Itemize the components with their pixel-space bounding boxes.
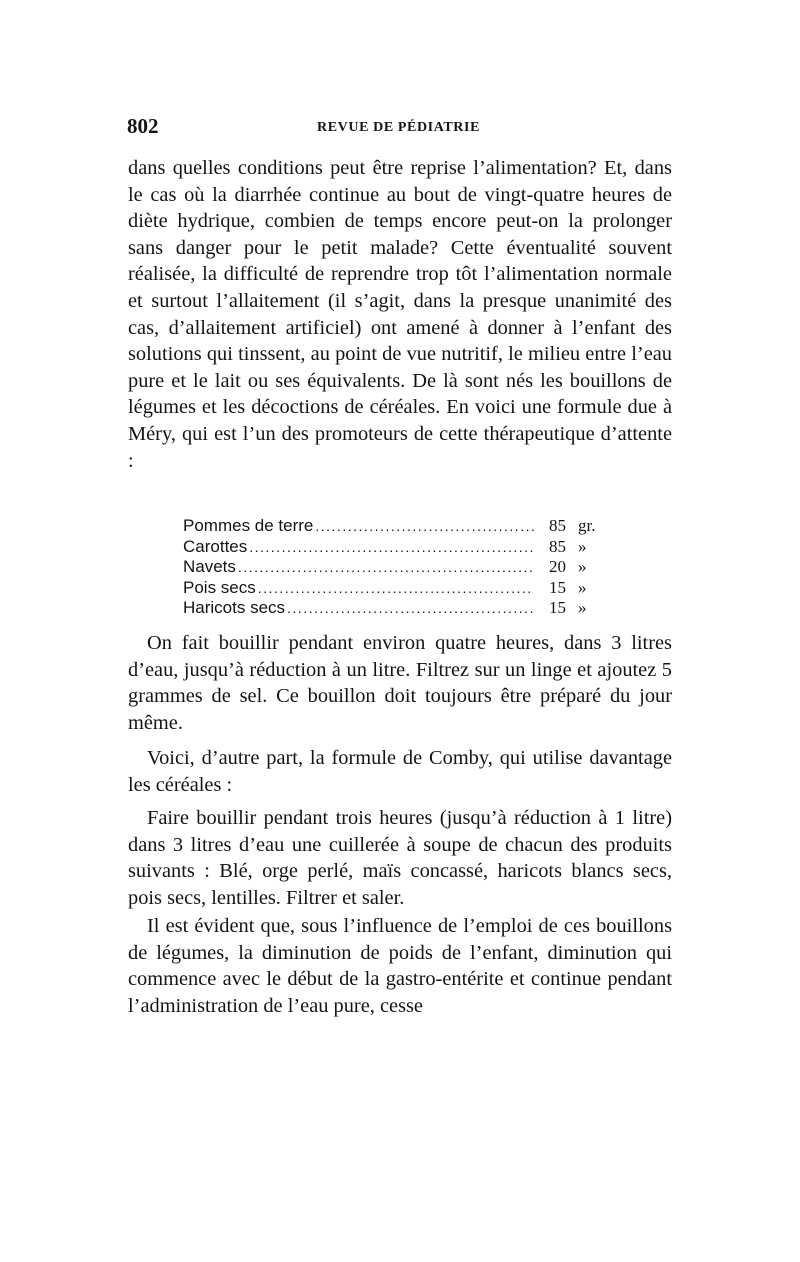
- dot-leader: [258, 580, 534, 596]
- paragraph-text: Faire bouillir pendant trois heures (jusqu’à réduction à 1 litre) dans 3 litres d’eau une cuillerée à soupe de chacun des produits suivants : Blé, orge perlé, maïs concassé, haricots blancs secs, pois secs, lentilles. Filtrer et saler.: [128, 807, 672, 909]
- paragraph-comby-intro: [128, 745, 672, 798]
- ingredient-quantity: 20: [549, 557, 566, 577]
- running-title: REVUE DE PÉDIATRIE: [317, 120, 481, 135]
- dot-leader: [287, 600, 534, 616]
- recipe-row: [183, 537, 628, 558]
- ingredient-unit: gr.: [578, 516, 596, 535]
- ingredient-quantity: 15: [549, 598, 566, 618]
- ingredient-name: Navets: [183, 557, 236, 577]
- dot-leader: [249, 539, 534, 555]
- paragraph-text: On fait bouillir pendant environ quatre heures, dans 3 litres d’eau, jusqu’à réduction à un litre. Filtrez sur un linge et ajoutez 5 grammes de sel. Ce bouillon doit toujours être préparé du jour même.: [128, 632, 672, 734]
- ingredient-unit: »: [578, 577, 587, 597]
- recipe-row: [183, 598, 628, 619]
- page-header: [127, 112, 672, 142]
- page-number: 802: [127, 114, 159, 138]
- paragraph-comby-formula: [128, 805, 672, 911]
- ingredient-unit: »: [578, 557, 587, 577]
- ingredient-quantity: 85: [549, 516, 566, 535]
- ingredient-unit: »: [578, 598, 587, 618]
- ingredient-name: Pois secs: [183, 577, 256, 597]
- ingredient-quantity: 85: [549, 536, 566, 556]
- ingredient-name: Pommes de terre: [183, 516, 314, 535]
- dot-leader: [238, 559, 534, 575]
- ingredient-quantity: 15: [549, 577, 566, 597]
- recipe-table: [183, 516, 628, 619]
- paragraph-text: Il est évident que, sous l’influence de l’emploi de ces bouillons de légumes, la diminution de poids de l’enfant, diminution qui commence avec le début de la gastro-entérite et continue pendant l’administration de l’eau pure, cesse: [128, 915, 672, 1017]
- ingredient-name: Carottes: [183, 536, 248, 556]
- recipe-row: [183, 557, 628, 578]
- ingredient-unit: »: [578, 536, 587, 556]
- paragraph-text: dans quelles conditions peut être reprise l’alimentation? Et, dans le cas où la diarrhée continue au bout de vingt-quatre heures de diète hydrique, combien de temps encore peut-on la prolonger sans danger pour le petit malade? Cette éventualité souvent réalisée, la difficulté de reprendre trop tôt l’alimentation normale et surtout l’allaitement (il s’agit, dans la presque unanimité des cas, d’allaitement artificiel) ont amené à donner à l’enfant des solutions qui tinssent, au point de vue nutritif, le milieu entre l’eau pure et le lait ou ses équivalents. De là sont nés les bouillons de légumes et les décoctions de céréales. En voici une formule due à Méry, qui est l’un des promoteurs de cette thérapeutique d’attente :: [128, 157, 672, 472]
- paragraph-intro: [128, 155, 672, 474]
- paragraph-conclusion: [128, 913, 672, 1019]
- recipe-row: [183, 516, 628, 537]
- recipe-row: [183, 578, 628, 599]
- dot-leader: [315, 518, 534, 534]
- paragraph-text: Voici, d’autre part, la formule de Comby, qui utilise davantage les céréales :: [128, 747, 672, 796]
- ingredient-name: Haricots secs: [183, 598, 286, 618]
- paragraph-preparation: [128, 630, 672, 736]
